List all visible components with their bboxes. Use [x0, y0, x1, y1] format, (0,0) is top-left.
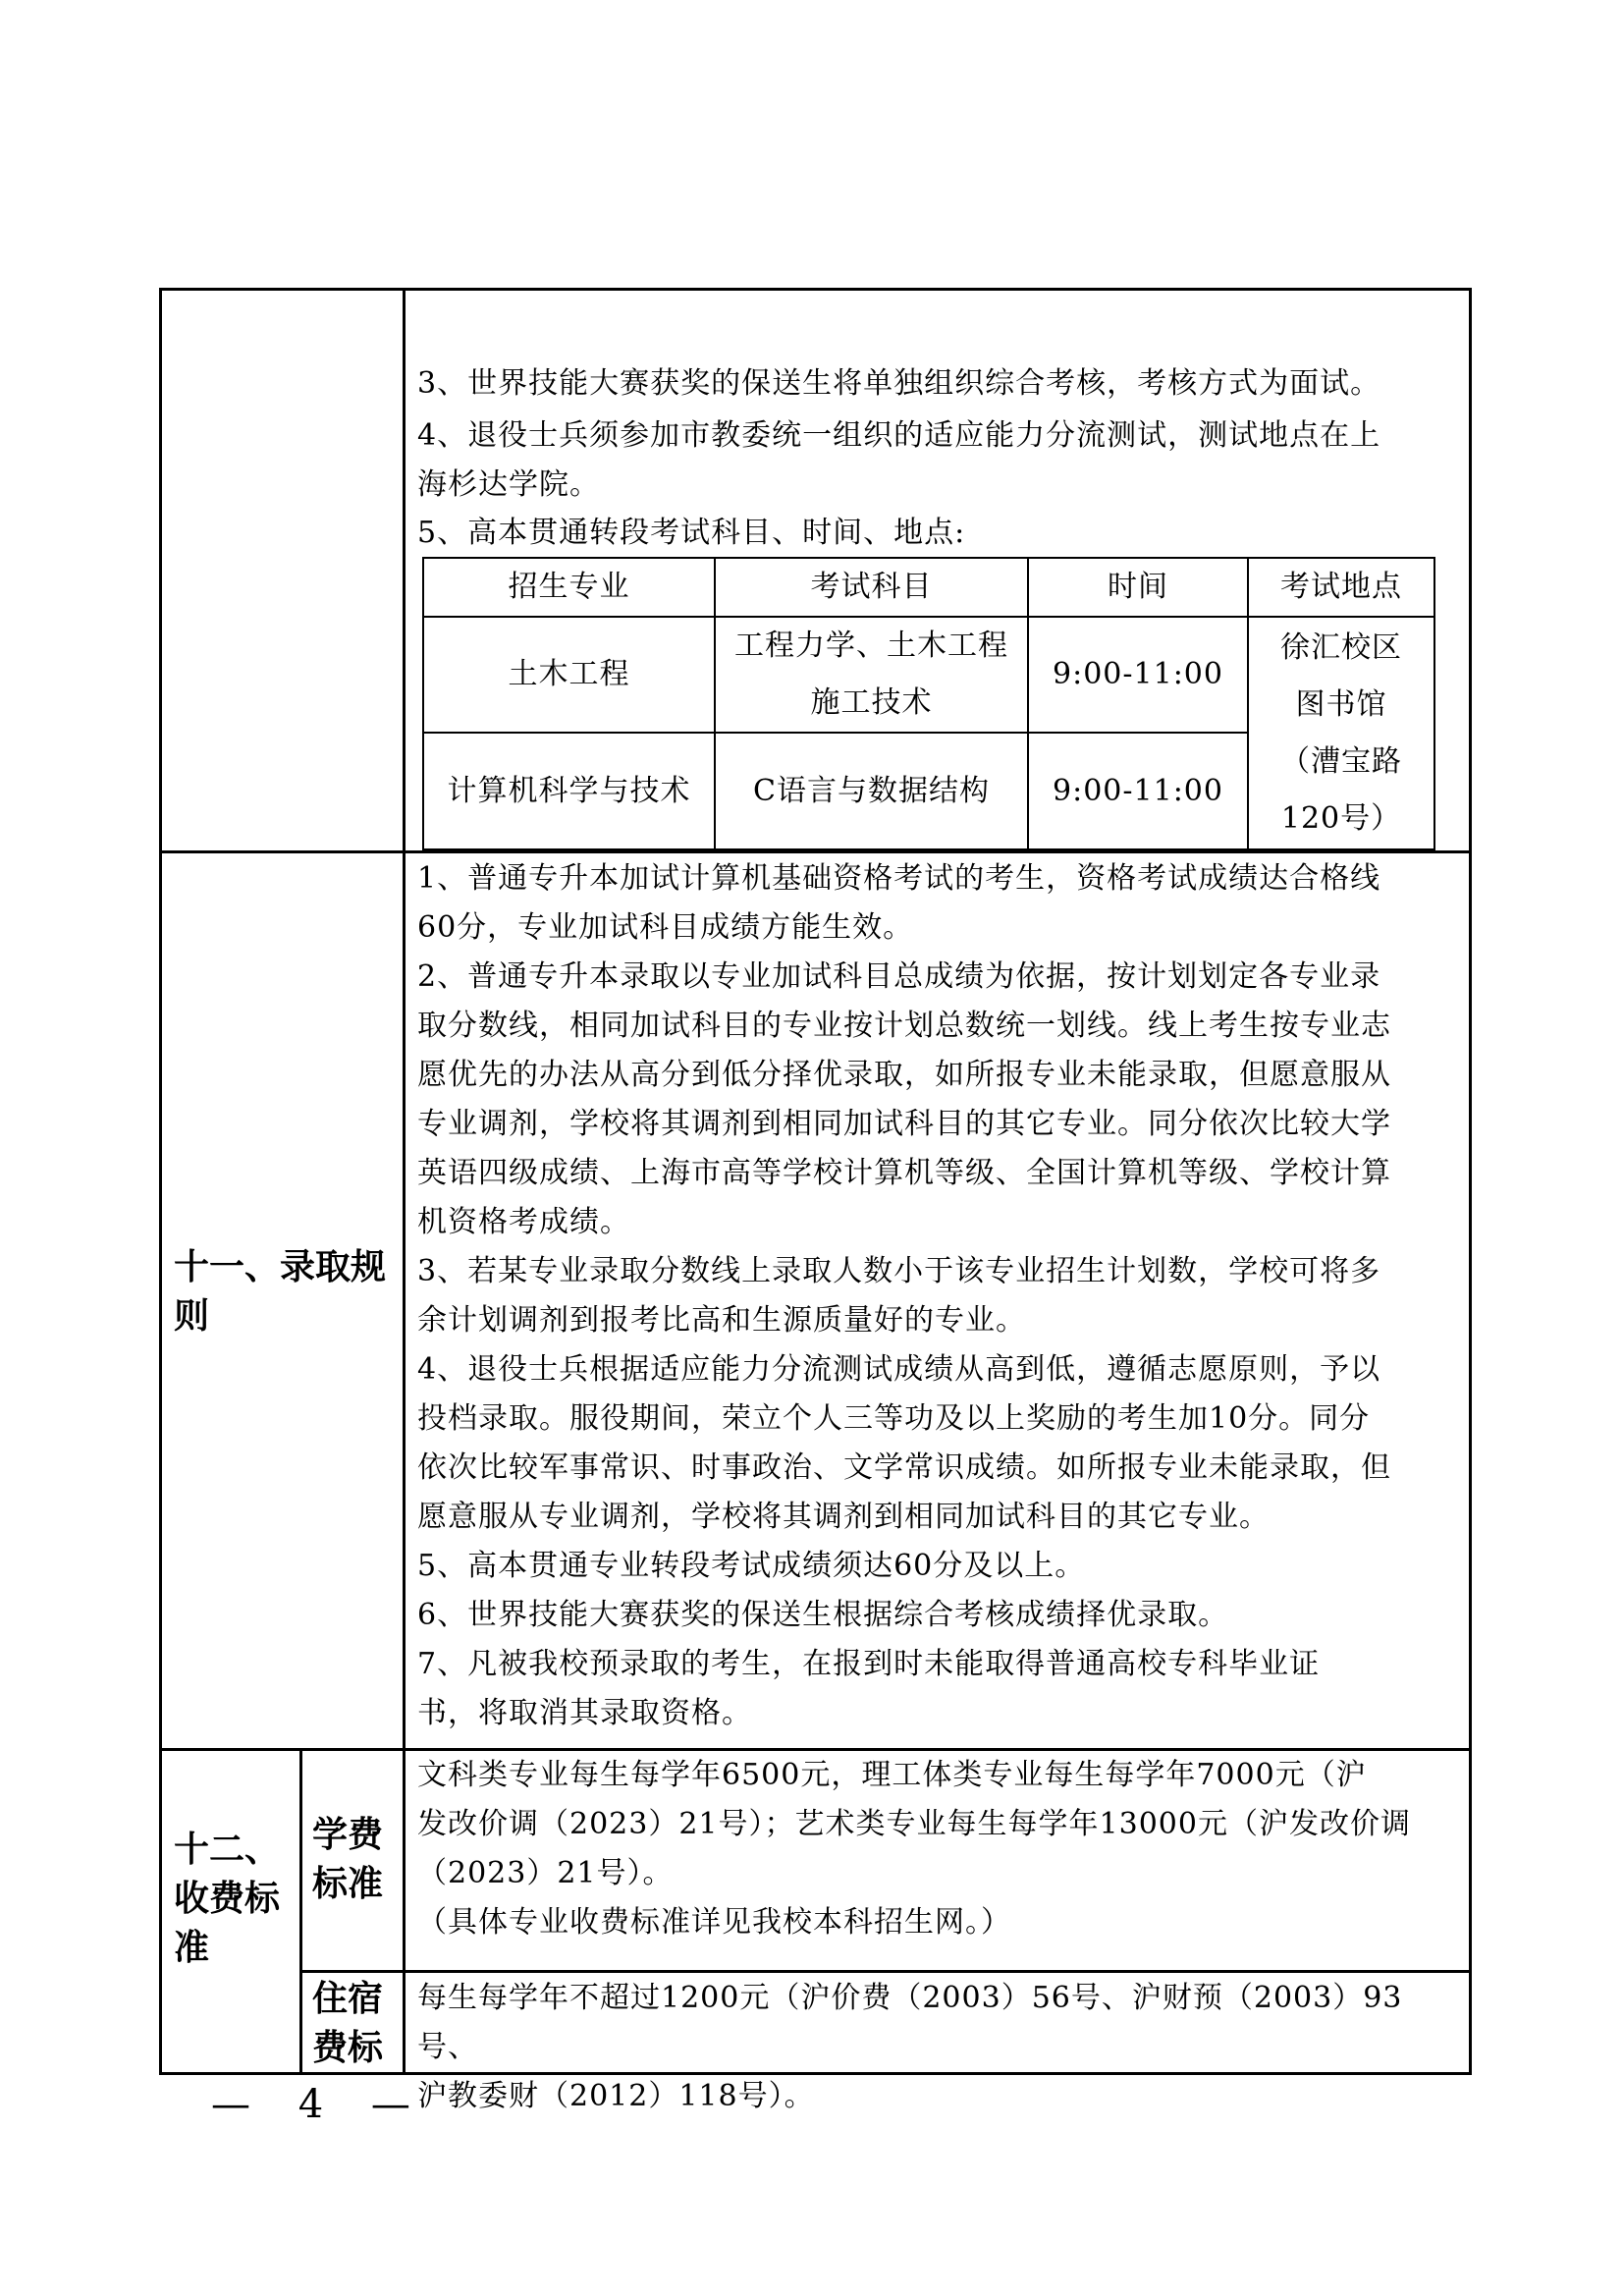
section11-title: 十一、录取规 则 [174, 1246, 387, 1337]
exam-row-2-subject: C语言与数据结构 [753, 773, 990, 808]
tuition-text: 文科类专业每生每学年6500元，理工体类专业每生每学年7000元（沪 发改价调（2023）21号）；艺术类专业每生每学年13000元（沪发改价调 （2023）21号）。 （具体专业收费标准详见我校本科招生网。） [417, 1758, 1411, 1940]
section11-item-7: 7、凡被我校预录取的考生，在报到时未能取得普通高校专科毕业证 书，将取消其录取资格。 [417, 1647, 1321, 1730]
section11-item-1: 1、普通专升本加试计算机基础资格考试的考生，资格考试成绩达合格线 60分，专业加试科目成绩方能生效。 [417, 861, 1381, 945]
section10-item-3: 3、世界技能大赛获奖的保送生将单独组织综合考核，考核方式为面试。 [417, 366, 1381, 401]
dorm-label: 住宿 费标 [312, 1978, 384, 2068]
col-divider-fee-2 [403, 1748, 406, 2075]
exam-table-right [1434, 557, 1435, 850]
section10-item-4: 4、退役士兵须参加市教委统一组织的适应能力分流测试，测试地点在上 海杉达学院。 [417, 418, 1381, 502]
exam-header-major: 招生专业 [508, 570, 630, 604]
exam-header-location: 考试地点 [1280, 570, 1402, 604]
section11-item-2: 2、普通专升本录取以专业加试科目总成绩为依据，按计划划定各专业录 取分数线，相同加试科目的专业按计划总数统一划线。线上考生按专业志 愿优先的办法从高分到低分择优录取，如所报专业未能录取，但愿意服从 专业调剂，学校将其调剂到相同加试科目的其它专业。同分依次比较大学 英语四级成绩、上海市高等学校计算机等级、全国计算机等级、学校计算 机资格考成绩。 [417, 959, 1391, 1239]
page-number: — 4 — [211, 2082, 428, 2127]
section11-item-3: 3、若某专业录取分数线上录取人数小于该专业招生计划数，学校可将多 余计划调剂到报考比高和生源质量好的专业。 [417, 1254, 1381, 1338]
exam-row-1-subject: 工程力学、土木工程 施工技术 [734, 629, 1008, 720]
col-divider-left [403, 288, 406, 1751]
section11-item-6: 6、世界技能大赛获奖的保送生根据综合考核成绩择优录取。 [417, 1598, 1229, 1632]
row-divider-1 [159, 850, 1472, 853]
exam-table-bottom [422, 848, 1435, 850]
section11-item-4: 4、退役士兵根据适应能力分流测试成绩从高到低，遵循志愿原则，予以 投档录取。服役期间，荣立个人三等功及以上奖励的考生加10分。同分 依次比较军事常识、时事政治、文学常识成绩。如所报专业未能录取，但 愿意服从专业调剂，学校将其调剂到相同加试科目的其它专业。 [417, 1352, 1391, 1534]
exam-row-1-major: 土木工程 [508, 657, 630, 691]
exam-header-time: 时间 [1108, 570, 1168, 604]
exam-location: 徐汇校区 图书馆 （漕宝路 120号） [1280, 629, 1402, 836]
dorm-text: 每生每学年不超过1200元（沪价费（2003）56号、沪财预（2003）93号、 沪教委财（2012）118号）。 [417, 1981, 1403, 2113]
row-divider-fee [299, 1970, 1472, 1973]
exam-row-2-time: 9:00-11:00 [1053, 773, 1223, 808]
exam-header-subject: 考试科目 [810, 570, 933, 604]
section10-item-5: 5、高本贯通转段考试科目、时间、地点: [417, 516, 966, 550]
tuition-label: 学费 标准 [312, 1814, 384, 1904]
section12-title: 十二、 收费标 准 [174, 1829, 281, 1968]
exam-row-2-major: 计算机科学与技术 [447, 773, 691, 808]
exam-row-1-time: 9:00-11:00 [1053, 657, 1223, 691]
col-divider-fee-1 [299, 1748, 302, 2075]
section11-item-5: 5、高本贯通专业转段考试成绩须达60分及以上。 [417, 1549, 1086, 1583]
